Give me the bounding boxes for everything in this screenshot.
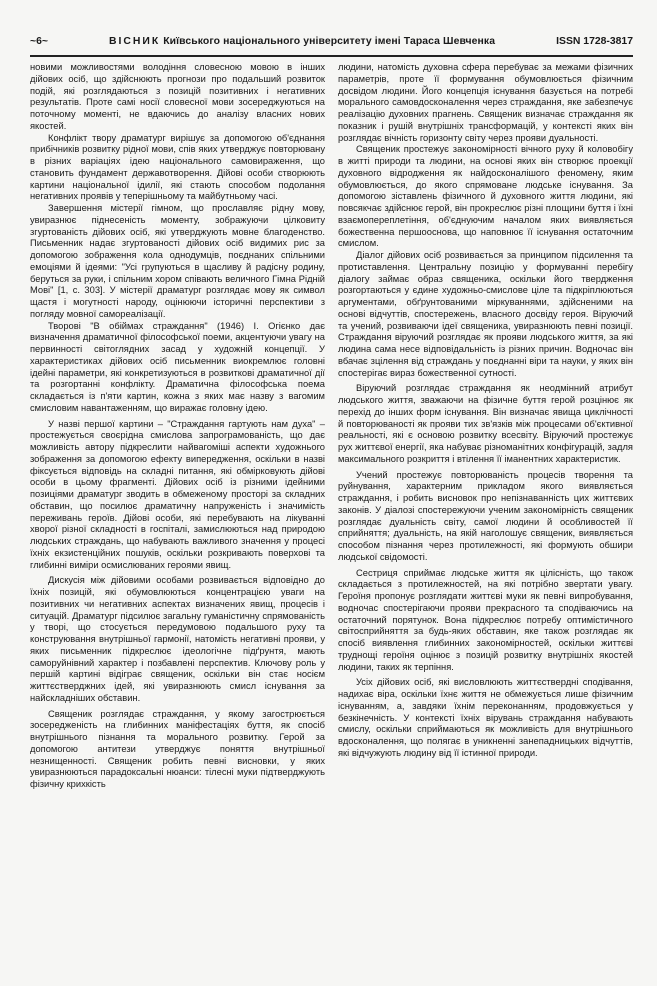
paragraph: У назві першої картини – "Страждання гартують нам духа" – простежується своєрідна смислова запрограмованість, що дає можливість автору підкреслити найвагоміші аспекти художнього зображення за допомогою ефекту випередження, оскільки в назві фіксується відповідь на складні питання, які обмірковують дійові особи в цьому фрагменті. Дійових осіб із різними ідейними позиціями драматург зводить в обмеженому просторі за складних обставин, що посилює драматичну напруженість і значимість переживань героїв. Дійові особи, які перебувають на лікуванні хворої різної складності в госпіталі, замислюються над природою людських страждань, що набувають важливого значення у процесі їхніх екзистенційних пошуків, оскільки розкривають поверхові та глибинні виміри осмислюваних героями явищ. bbox=[30, 418, 325, 570]
journal-name: ВІСНИК bbox=[108, 36, 161, 47]
paragraph: Усіх дійових осіб, які висловлюють життєствердні сподівання, надихає віра, оскільки їхнє життя не обмежується лише фізичним існуванням, а, завдяки їхнім переконанням, продовжується у безкінечність. У контексті їхніх вірувань страждання набувають смислу, оскільки сприймаються як можливість для внутрішнього вдосконалення, що полягає в уникненні занепадницьких відчуттів, які відчужують людину від її істинної природи. bbox=[338, 677, 633, 758]
paragraph: Діалог дійових осіб розвивається за принципом підсилення та протиставлення. Центральну позицію у формуванні перебігу діалогу займає образ священика, оскільки його твердження розгортаються у єдине художньо-смислове ціле та підкріплюються аргументами, обґрунтованими міркуваннями, здійсненими на основі відчуттів, спостережень, власного досвіду героя. Віруючий та учений, розвиваючи ідеї священика, увиразнюють певні позиції. Страждання віруючий розглядає як прояви людського життя, за які людина сама несе відповідальність із різних причин. Водночас він вбачає зцілення від страждань у поєднанні віри та науки, у яких він спостерігає вираз божественної сутності. bbox=[338, 250, 633, 378]
page-number: ~6~ bbox=[30, 36, 48, 47]
paragraph: Учений простежує повторюваність процесів творення та руйнування, характерним прикладом якого виявляється страждання, і робить висновок про непізнаванність цих життєвих законів. У діалозі спостережуючи ученим закономірність священик розглядає дуальність світу, самої людини й особливостей її сприйняття; дуальність, на якій наголошує священик, виявляється способом пізнання через протилежності, які формують обшири людської свідомості. bbox=[338, 469, 633, 562]
running-header bbox=[30, 36, 633, 54]
paragraph: Священик простежує закономірності вічного руху й коловобігу в житті природи та людини, на основі яких він створює проекції духовного відродження як найдосконалішого феномену, яким обумовлюється, до якого спрямоване людське існування. За допомогою зіставлень фізичного й духовного життя людини, які повсякчає здійснює герой, він прокреслює різні площини буття і їхні взаємопереплетіння, об'єднуючим началом яких виявляється божественна першооснова, що наповнює її існування остаточним смислом. bbox=[338, 144, 633, 249]
header-rule bbox=[30, 55, 633, 57]
journal-title bbox=[109, 36, 495, 47]
paragraph: людини, натомість духовна сфера перебуває за межами фізичних параметрів, проте її формування обумовлюється фізичним досвідом людини. Його концепція існування базується на потребі морального самовдосконалення через страждання, яке забезпечує реалізацію духовних прагнень. Священик визначає страждання як показник і рушій внутрішніх трансформацій, у контексті яких він розглядає вічність горизонту світу через прояви дуальності. bbox=[338, 62, 633, 143]
right-column bbox=[338, 62, 633, 976]
article-body bbox=[30, 62, 633, 976]
paragraph: Конфлікт твору драматург вирішує за допомогою об'єднання прибічників розвитку рідної мови, спів яких утверджує повторювану в різних варіаціях ідею національного самовираження, що становить фундамент державотворення. Дійові особи створюють картини національної ідилії, які стають способом подолання негативних проявів у теперішньому та майбутньому часі. bbox=[30, 132, 325, 202]
paragraph: Завершення містерії гімном, що прославляє рідну мову, увиразнює піднесеність моменту, зображуючи цілковиту згуртованість дійових осіб, які утверджують мовне благоденство. Письменник надає згуртованості дійових осіб видимих рис за допомогою зображення кола однодумців, поєднаних спільними емоціями й ідеями: "Усі групуються в щасливу й радісну родину, беруться за руки, і спільним хором співають величного Гімна Рідній Мові" [1, с. 303]. У містерії драматург розглядає мову як символ щастя і могутності народу, оцінюючи історичні перспективи з погляду мовної самореалізації. bbox=[30, 203, 325, 319]
paragraph: Віруючий розглядає страждання як неодмінний атрибут людського життя, зважаючи на фізичне буття герой розцінює як перехід до інших форм існування. Він визначає явища циклічності й повторюваності як прояви тих зв'язків між процесами об'єктивної реальності, які є основою розвитку всесвіту. Віруючий простежує рух життєвої енергії, яка набуває різноманітних конфігурацій, задля максимального розкриття і втілення її іманентних характеристик. bbox=[338, 383, 633, 464]
left-column bbox=[30, 62, 325, 976]
paragraph: Священик розглядає страждання, у якому загострюється зосередженість на глибинних маніфестаціях буття, як спосіб внутрішнього пізнання та морального розвитку. Герой за допомогою антитези утверджує поняття внутрішньої незнищенності. Священик робить певні висновки, у яких увиразнюються парадоксальні нюанси: тілесні муки підтверджують фізичну крихкість bbox=[30, 708, 325, 789]
paragraph: новими можливостями володіння словесною мовою в інших дійових осіб, що здійснюють прогнози про подальший розвиток подій, які розглядаються з позицій позитивних і негативних результатів. Проте самі носії словесної мови зосереджуються на поточному моменті, не вдаючись до аналізу власних нових якостей. bbox=[30, 62, 325, 131]
paragraph: Дискусія між дійовими особами розвивається відповідно до їхніх позицій, які обумовлюються концентрацією уваги на позитивних чи негативних аспектах визначених явищ, процесів і ситуацій. Драматург підсилює загальну гуманістичну спрямованість у творі, що стосується передумовою подальшого руху та конструювання внутрішньої гармонії, натомість негативні прояви, у яких письменник підкреслює ідеологічне підґрунтя, мають саморуйнівний характер і позбавлені перспектив. Ключову роль у першій картині відіграє священик, оскільки він стає носієм життєстверджних ідей, які увиразнюють смисл існування за найскладніших обставин. bbox=[30, 575, 325, 703]
paragraph: Сестриця сприймає людське життя як цілісність, що також складається з протилежностей, на які потрібно звертати увагу. Героїня пропонує розглядати життєві муки як певні випробування, водночас спостерігаючи прояви прекрасного та сподіваючись на остаточний порятунок. Вона підкреслює потребу оптимістичного світосприйняття за будь-яких обставин, яке також розглядає як спосіб виявлення глибинних закономірностей, оскільки життєві труднощі героїня оцінює з позицій розвитку внутрішніх якостей людини, таких як терпіння. bbox=[338, 567, 633, 672]
issn-number: ISSN 1728-3817 bbox=[556, 36, 633, 47]
paragraph: Творові "В обіймах страждання" (1946) І. Огієнко дає визначення драматичної філософської поеми, акцентуючи увагу на первинності світоглядних засад у художній концепції. У характеристиках дійових осіб письменник виокремлює головні ідейні параметри, які конкретизуються в розвиткові драматичної дії та розгортанні конфлікту. Драматична філософська поема складається із п'яти картин, кожна з яких має назву з вагомим смисловим навантаженням, що виражає головну ідею. bbox=[30, 320, 325, 413]
journal-subtitle: Київського національного університету імені Тараса Шевченка bbox=[163, 36, 496, 47]
